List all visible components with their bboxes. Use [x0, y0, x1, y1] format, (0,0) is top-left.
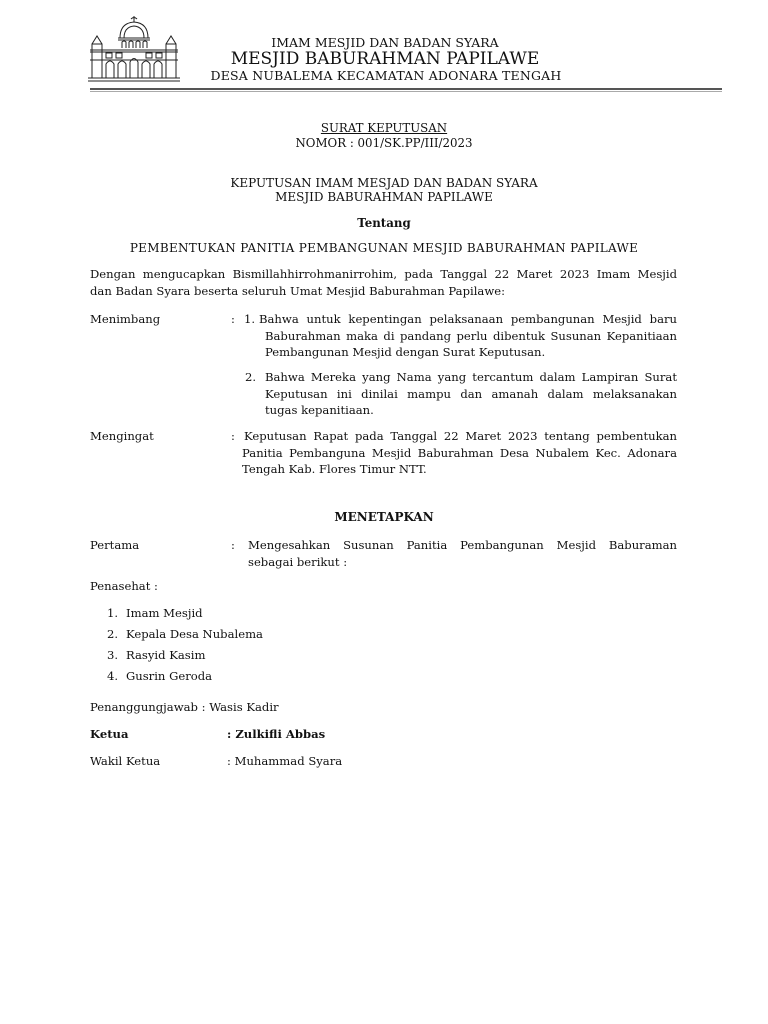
penanggungjawab-line: Penanggungjawab : Wasis Kadir [90, 700, 279, 714]
menimbang-item-1 [259, 311, 677, 328]
mengingat-label: Mengingat [90, 429, 154, 443]
list-item [96, 606, 203, 620]
opening-paragraph [90, 266, 677, 299]
mengingat-line-1: Keputusan Rapat pada Tanggal 22 Maret 2023 tentang pembentukan [244, 429, 677, 443]
mengingat-line-3: Tengah Kab. Flores Timur NTT. [242, 462, 427, 476]
menimbang-item-1-line-1: Bahwa untuk kepentingan pelaksanaan pembangunan Mesjid baru [259, 312, 677, 326]
wakil-ketua-label: Wakil Ketua [90, 754, 161, 768]
menimbang-item-1-line-2: Baburahman maka di pandang perlu dibentuk Susunan Kepanitiaan [265, 328, 677, 343]
list-item-name: Kepala Desa Nubalema [126, 627, 263, 641]
mengingat-text [244, 428, 677, 445]
menimbang-colon: : [231, 312, 235, 326]
list-item-number: 2. [106, 627, 118, 641]
opening-line-1: Dengan mengucapkan Bismillahhirrohmanirrohim, pada Tanggal 22 Maret 2023 Imam Mesjid [90, 267, 677, 281]
letterhead-mosque-name: MESJID BABURAHMAN PAPILAWE [230, 49, 540, 69]
menimbang-item-2 [265, 369, 677, 419]
document-title: SURAT KEPUTUSAN [320, 121, 448, 135]
ketua-label: Ketua [90, 727, 129, 741]
decree-subject: PEMBENTUKAN PANITIA PEMBANGUNAN MESJID BABURAHMAN PAPILAWE [129, 241, 639, 255]
list-item-name: Gusrin Geroda [126, 669, 213, 683]
wakil-ketua-value: : Muhammad Syara [227, 754, 343, 768]
list-item-number: 1. [106, 606, 118, 620]
penasehat-label: Penasehat : [90, 579, 158, 593]
decree-heading-line-1: KEPUTUSAN IMAM MESJAD DAN BADAN SYARA [230, 176, 538, 190]
list-item [96, 648, 205, 662]
menimbang-item-2-number: 2. [245, 370, 257, 384]
pertama-colon: : [231, 538, 235, 552]
letterhead-divider-thin [90, 91, 722, 92]
menimbang-item-1-number: 1. [244, 312, 256, 326]
letterhead-divider [90, 88, 722, 90]
mengingat-colon: : [231, 429, 235, 443]
mengingat-line-2: Panitia Pembanguna Mesjid Baburahman Desa Nubalem Kec. Adonara [242, 445, 677, 460]
document-number: NOMOR : 001/SK.PP/III/2023 [295, 136, 473, 150]
mengingat-text-cont [242, 445, 677, 478]
ketua-value: : Zulkifli Abbas [227, 727, 326, 741]
menimbang-item-2-line-3: tugas kepanitiaan. [265, 403, 374, 417]
pertama-line-2: sebagai berikut : [248, 554, 348, 569]
opening-line-2: dan Badan Syara beserta seluruh Umat Mesjid Baburahman Papilawe: [90, 283, 506, 298]
menimbang-item-2-line-1: Bahwa Mereka yang Nama yang tercantum dalam Lampiran Surat [265, 370, 677, 384]
list-item-name: Imam Mesjid [126, 606, 203, 620]
menimbang-item-1-cont [265, 328, 677, 361]
pertama-line-1: Mengesahkan Susunan Panitia Pembangunan Mesjid Baburaman [248, 538, 677, 552]
list-item-number: 3. [106, 648, 118, 662]
letterhead-address: DESA NUBALEMA KECAMATAN ADONARA TENGAH [210, 68, 562, 83]
mosque-icon [86, 14, 182, 84]
menimbang-item-2-line-2: Keputusan ini dinilai mampu dan amanah dalam melaksanakan [265, 386, 677, 401]
pertama-label: Pertama [90, 538, 140, 552]
decree-heading-line-2: MESJID BABURAHMAN PAPILAWE [275, 190, 493, 204]
menimbang-label: Menimbang [90, 312, 161, 326]
list-item-name: Rasyid Kasim [126, 648, 206, 662]
letterhead-line-1: IMAM MESJID DAN BADAN SYARA [271, 35, 499, 50]
list-item [96, 669, 212, 683]
decree-about-label: Tentang [357, 216, 411, 230]
list-item [96, 627, 263, 641]
menetapkan-heading: MENETAPKAN [334, 510, 434, 524]
list-item-number: 4. [106, 669, 118, 683]
menimbang-item-1-line-3: Pembangunan Mesjid dengan Surat Keputusan. [265, 345, 546, 359]
pertama-text [248, 537, 677, 570]
